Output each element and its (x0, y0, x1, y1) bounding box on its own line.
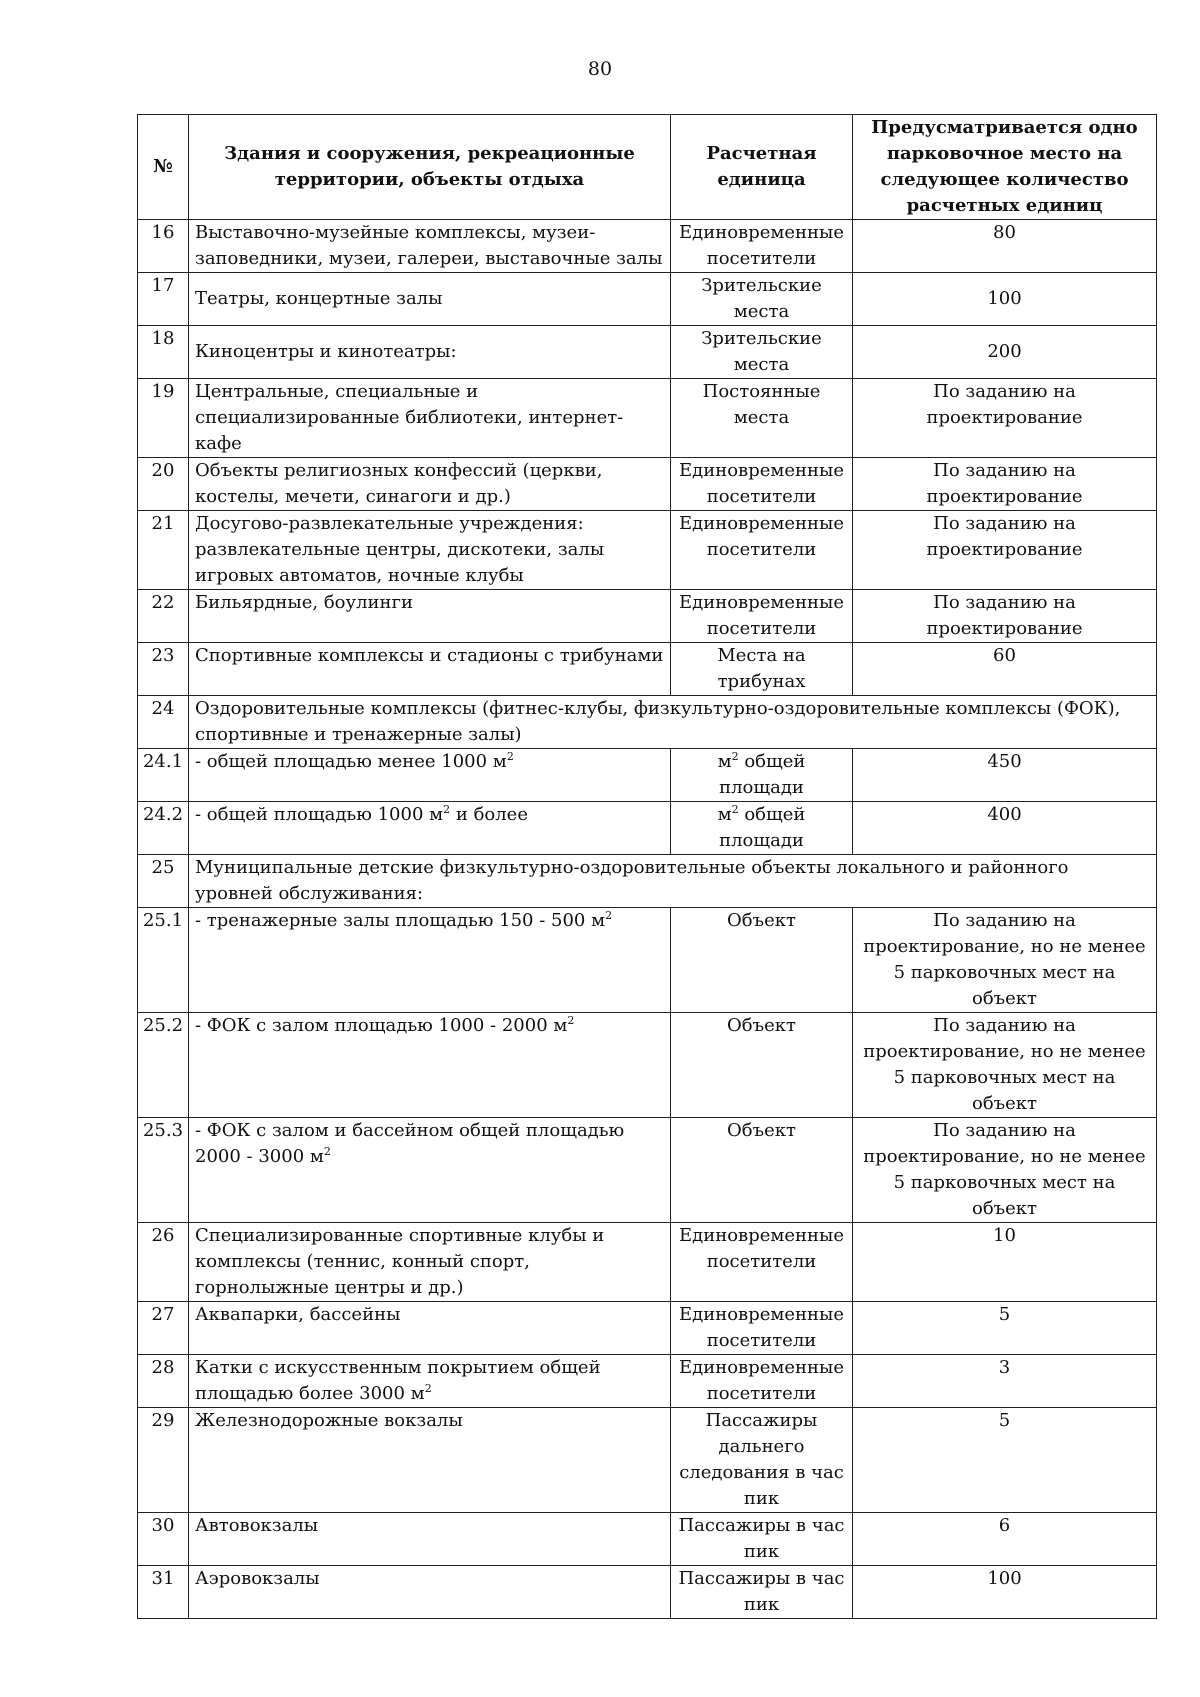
parking-norms-table (137, 114, 1157, 1619)
row-unit-sup: 2 (731, 803, 739, 816)
row-qty: 400 (853, 802, 1157, 855)
row-num: 25.1 (138, 908, 189, 1013)
row-num: 18 (138, 326, 189, 379)
row-qty: 100 (853, 1566, 1157, 1619)
row-name-text: - ФОК с залом и бассейном общей площадью 2000 - 3000 м (195, 1120, 625, 1167)
row-qty: По заданию на проектирование (853, 458, 1157, 511)
row-unit: Объект (671, 1013, 853, 1118)
table-row (138, 1566, 1157, 1619)
row-unit: Единовременные посетители (671, 590, 853, 643)
row-name: Железнодорожные вокзалы (189, 1408, 671, 1513)
row-unit: Объект (671, 1118, 853, 1223)
row-name (189, 908, 671, 1013)
row-qty: 6 (853, 1513, 1157, 1566)
row-name: Театры, концертные залы (189, 273, 671, 326)
table-row (138, 1013, 1157, 1118)
row-num: 22 (138, 590, 189, 643)
row-name-sup: 2 (424, 1382, 432, 1395)
row-unit-prefix: м (717, 804, 732, 825)
row-qty: 100 (853, 273, 1157, 326)
row-unit: Зрительские места (671, 326, 853, 379)
row-num: 26 (138, 1223, 189, 1302)
table-row (138, 855, 1157, 908)
page-number: 80 (587, 58, 613, 80)
row-qty: По заданию на проектирование, но не менее 5 парковочных мест на объект (853, 1013, 1157, 1118)
row-unit: Единовременные посетители (671, 458, 853, 511)
row-num: 31 (138, 1566, 189, 1619)
row-name-text: - общей площадью менее 1000 м (195, 751, 507, 772)
row-qty: 10 (853, 1223, 1157, 1302)
row-name (189, 1013, 671, 1118)
row-qty: По заданию на проектирование, но не менее 5 парковочных мест на объект (853, 908, 1157, 1013)
table-row (138, 1118, 1157, 1223)
row-unit: Объект (671, 908, 853, 1013)
row-name-text: Катки с искусственным покрытием общей площадью более 3000 м (195, 1357, 601, 1404)
row-name-suffix: и более (450, 804, 528, 825)
table-row (138, 696, 1157, 749)
row-unit: Пассажиры в час пик (671, 1513, 853, 1566)
row-name-sup: 2 (567, 1014, 575, 1027)
row-num: 24.2 (138, 802, 189, 855)
row-qty: По заданию на проектирование (853, 379, 1157, 458)
table-row (138, 749, 1157, 802)
row-name: Аэровокзалы (189, 1566, 671, 1619)
table-row (138, 908, 1157, 1013)
header-name: Здания и сооружения, рекреационные территории, объекты отдыха (189, 115, 671, 220)
row-unit-text: общей площади (719, 751, 806, 798)
row-unit-text: общей площади (719, 804, 806, 851)
row-num: 25.3 (138, 1118, 189, 1223)
row-num: 17 (138, 273, 189, 326)
row-name: Объекты религиозных конфессий (церкви, костелы, мечети, синагоги и др.) (189, 458, 671, 511)
table-row (138, 326, 1157, 379)
row-name: Киноцентры и кинотеатры: (189, 326, 671, 379)
row-unit: Пассажиры в час пик (671, 1566, 853, 1619)
row-unit: Единовременные посетители (671, 1302, 853, 1355)
row-num: 29 (138, 1408, 189, 1513)
row-name: Выставочно-музейные комплексы, музеи-заповедники, музеи, галереи, выставочные залы (189, 220, 671, 273)
row-unit: Единовременные посетители (671, 1355, 853, 1408)
table-row (138, 1513, 1157, 1566)
row-qty: 450 (853, 749, 1157, 802)
table-header-row (138, 115, 1157, 220)
row-qty: 60 (853, 643, 1157, 696)
row-name-sup: 2 (605, 909, 613, 922)
row-name: Аквапарки, бассейны (189, 1302, 671, 1355)
row-name (189, 802, 671, 855)
header-qty: Предусматривается одно парковочное место на следующее количество расчетных единиц (853, 115, 1157, 220)
row-num: 23 (138, 643, 189, 696)
row-qty: По заданию на проектирование (853, 511, 1157, 590)
row-unit: Пассажиры дальнего следования в час пик (671, 1408, 853, 1513)
row-name: Автовокзалы (189, 1513, 671, 1566)
row-name: Центральные, специальные и специализированные библиотеки, интернет-кафе (189, 379, 671, 458)
row-name-sup: 2 (443, 803, 451, 816)
row-num: 19 (138, 379, 189, 458)
row-qty: 200 (853, 326, 1157, 379)
table-row (138, 379, 1157, 458)
row-name-sup: 2 (506, 750, 514, 763)
header-unit: Расчетная единица (671, 115, 853, 220)
table-row (138, 511, 1157, 590)
row-num: 25 (138, 855, 189, 908)
row-num: 27 (138, 1302, 189, 1355)
row-num: 20 (138, 458, 189, 511)
row-qty: По заданию на проектирование (853, 590, 1157, 643)
row-name: Оздоровительные комплексы (фитнес-клубы, физкультурно-оздоровительные комплексы (ФОК), спортивные и тренажерные залы) (189, 696, 1157, 749)
row-qty: 80 (853, 220, 1157, 273)
table-row (138, 643, 1157, 696)
table-row (138, 1302, 1157, 1355)
row-unit (671, 802, 853, 855)
row-num: 30 (138, 1513, 189, 1566)
row-qty: По заданию на проектирование, но не менее 5 парковочных мест на объект (853, 1118, 1157, 1223)
row-name-text: - ФОК с залом площадью 1000 - 2000 м (195, 1015, 568, 1036)
row-num: 24.1 (138, 749, 189, 802)
table-row (138, 458, 1157, 511)
row-qty: 5 (853, 1408, 1157, 1513)
row-num: 16 (138, 220, 189, 273)
row-unit-prefix: м (717, 751, 732, 772)
row-qty: 5 (853, 1302, 1157, 1355)
row-name: Специализированные спортивные клубы и комплексы (теннис, конный спорт, горнолыжные центры и др.) (189, 1223, 671, 1302)
table-row (138, 220, 1157, 273)
row-name: Спортивные комплексы и стадионы с трибунами (189, 643, 671, 696)
row-name (189, 749, 671, 802)
table-row (138, 590, 1157, 643)
table-row (138, 1355, 1157, 1408)
row-unit: Места на трибунах (671, 643, 853, 696)
header-num: № (138, 115, 189, 220)
row-num: 25.2 (138, 1013, 189, 1118)
row-unit-sup: 2 (731, 750, 739, 763)
row-num: 24 (138, 696, 189, 749)
row-unit: Постоянные места (671, 379, 853, 458)
table-row (138, 1223, 1157, 1302)
row-name: Бильярдные, боулинги (189, 590, 671, 643)
row-num: 21 (138, 511, 189, 590)
row-unit: Единовременные посетители (671, 220, 853, 273)
row-unit (671, 749, 853, 802)
row-name (189, 1355, 671, 1408)
table-row (138, 802, 1157, 855)
row-unit: Зрительские места (671, 273, 853, 326)
row-num: 28 (138, 1355, 189, 1408)
table-row (138, 273, 1157, 326)
row-unit: Единовременные посетители (671, 1223, 853, 1302)
row-qty: 3 (853, 1355, 1157, 1408)
row-name-text: - общей площадью 1000 м (195, 804, 444, 825)
table-row (138, 1408, 1157, 1513)
row-name-sup: 2 (323, 1145, 331, 1158)
row-name-text: - тренажерные залы площадью 150 - 500 м (195, 910, 606, 931)
row-unit: Единовременные посетители (671, 511, 853, 590)
row-name: Муниципальные детские физкультурно-оздоровительные объекты локального и районного уровней обслуживания: (189, 855, 1157, 908)
row-name (189, 1118, 671, 1223)
row-name: Досугово-развлекательные учреждения: развлекательные центры, дискотеки, залы игровых автоматов, ночные клубы (189, 511, 671, 590)
